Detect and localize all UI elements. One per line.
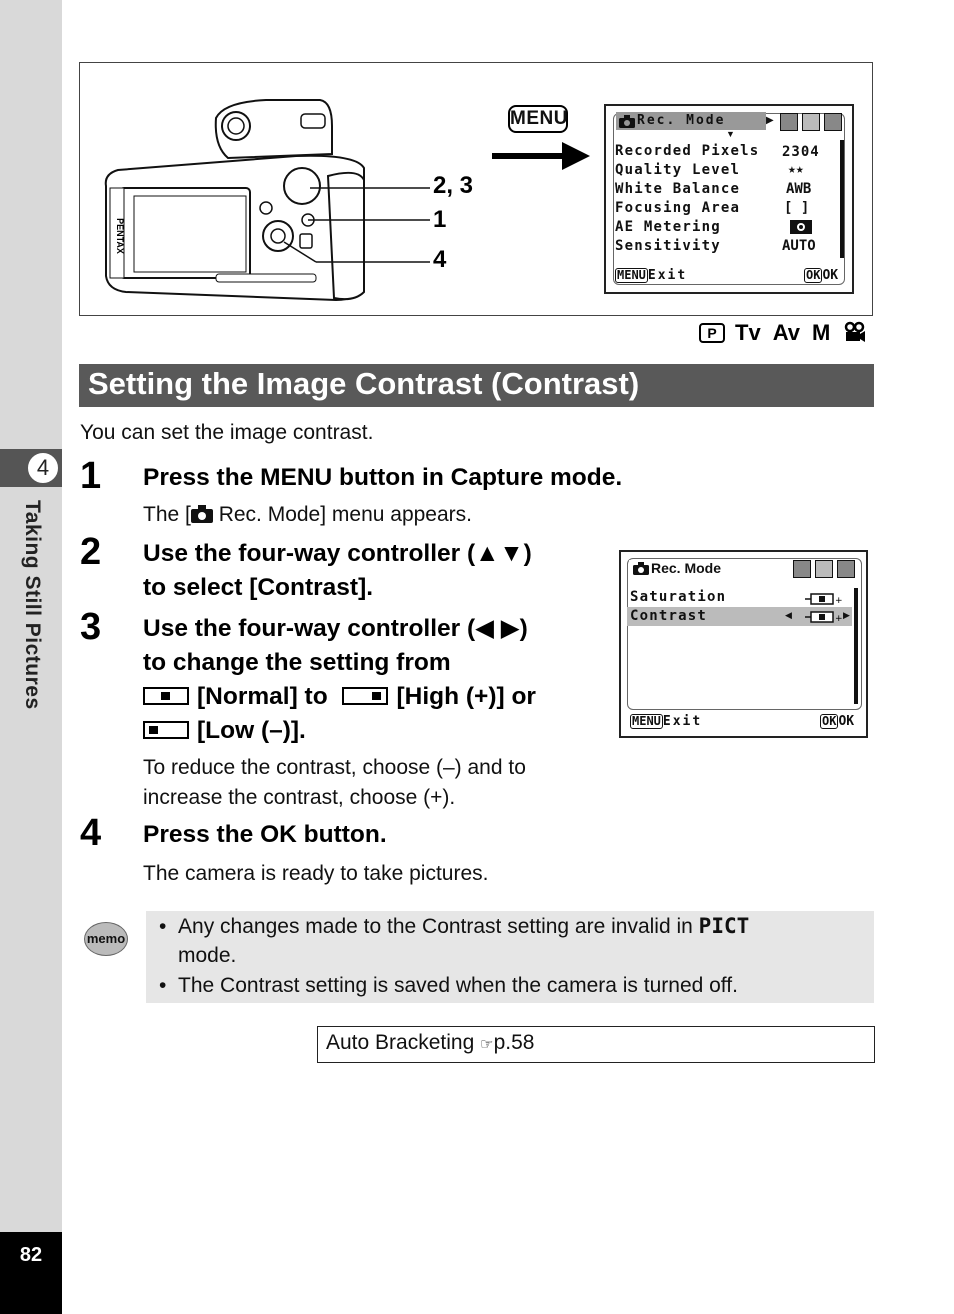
- mode-tv-icon: Tv: [735, 320, 761, 345]
- camera-icon: [191, 505, 213, 523]
- menu-row-value: 2304: [782, 144, 820, 160]
- playback-tab-icon: [815, 560, 833, 578]
- svg-text:+: +: [835, 596, 843, 606]
- menu-row-value: [ ]: [784, 200, 810, 216]
- step-2-heading-line2: to select [Contrast].: [143, 574, 374, 601]
- rec-mode-menu-screen: [604, 104, 854, 294]
- mode-p-icon: P: [699, 323, 725, 343]
- contrast-slider-icon: [805, 611, 841, 623]
- menu-row-label: AE Metering: [615, 219, 721, 235]
- pointing-hand-icon: ☞: [480, 1036, 494, 1053]
- menu-key-label: MENU: [508, 105, 568, 133]
- mode-av-icon: Av: [772, 320, 800, 345]
- step-3-high: [High (+)] or: [396, 683, 536, 710]
- menu-title: Rec. Mode: [637, 113, 726, 128]
- step-1-body: [143, 503, 472, 527]
- caret-right-icon: ▶: [843, 610, 850, 620]
- contrast-scrollbar: [854, 588, 858, 704]
- menu-row-label: Quality Level: [615, 162, 741, 178]
- step-1-body-pre: The [: [143, 503, 191, 526]
- menu-row-value: AUTO: [782, 238, 816, 254]
- contrast-footer-ok: [820, 714, 854, 729]
- applicable-modes: [699, 320, 866, 346]
- contrast-low-icon: [143, 721, 189, 739]
- movie-mode-icon: [844, 321, 866, 343]
- step-3-normal: [Normal] to: [197, 683, 328, 710]
- camera-icon: [619, 115, 635, 128]
- menu-row-value: AWB: [786, 181, 812, 197]
- reference-page: p.58: [493, 1031, 535, 1054]
- svg-text:+: +: [835, 614, 843, 624]
- step-1-number: 1: [80, 455, 102, 497]
- step-4-heading: Press the OK button.: [143, 821, 387, 848]
- step-2-number: 2: [80, 531, 102, 573]
- bullet: •: [159, 974, 179, 997]
- step-1-body-post: Rec. Mode] menu appears.: [212, 503, 472, 526]
- bullet: •: [159, 915, 179, 938]
- memo-item-1-text: Any changes made to the Contrast setting are invalid in: [178, 915, 699, 938]
- menu-row-value: ★★: [788, 162, 804, 177]
- ok-key-glyph: OK: [822, 714, 837, 728]
- contrast-screen-inner: [627, 558, 862, 710]
- chapter-number: 4: [27, 452, 59, 484]
- menu-scrollbar: [840, 140, 844, 258]
- contrast-row-label: Contrast: [630, 608, 708, 624]
- step-3-heading-line4: [143, 714, 306, 748]
- memo-item-2-text: The Contrast setting is saved when the camera is turned off.: [178, 974, 738, 997]
- ok-key-glyph: OK: [806, 268, 821, 282]
- step-1-heading: Press the MENU button in Capture mode.: [143, 464, 623, 491]
- movie-tab-icon: [793, 560, 811, 578]
- footer-exit: [615, 268, 687, 283]
- step-4-body: The camera is ready to take pictures.: [143, 862, 489, 885]
- page-number: 82: [19, 1244, 43, 1266]
- step-4-number: 4: [80, 812, 102, 854]
- contrast-high-icon: [342, 687, 388, 705]
- menu-row-label: Sensitivity: [615, 238, 721, 254]
- step-2-heading-line1: Use the four-way controller (▲▼): [143, 540, 532, 567]
- menu-row-label: Focusing Area: [615, 200, 741, 216]
- contrast-screen-title: Rec. Mode: [651, 560, 722, 576]
- setup-tab-icon: [824, 113, 842, 131]
- callout-4: 4: [433, 246, 447, 273]
- menu-key-glyph: MENU: [632, 714, 661, 728]
- memo-item-1-cont: mode.: [178, 944, 237, 967]
- caret-left-icon: ◀: [785, 610, 792, 620]
- contrast-normal-icon: [143, 687, 189, 705]
- reference-label: Auto Bracketing: [326, 1031, 475, 1054]
- menu-key-glyph: MENU: [617, 268, 646, 282]
- memo-item-2: [159, 974, 738, 998]
- camera-icon: [633, 562, 649, 575]
- step-3-heading-line3: [143, 680, 536, 714]
- step-3-body-line2: increase the contrast, choose (+).: [143, 786, 456, 809]
- section-title: Setting the Image Contrast (Contrast): [88, 366, 640, 401]
- step-3-number: 3: [80, 606, 102, 648]
- svg-text:PENTAX: PENTAX: [115, 218, 125, 254]
- caret-down-icon: ▼: [726, 129, 735, 139]
- playback-tab-icon: [802, 113, 820, 131]
- pict-mode-label: PICT: [698, 914, 750, 938]
- memo-icon: memo: [84, 922, 128, 956]
- setup-tab-icon: [837, 560, 855, 578]
- step-3-heading-line1: Use the four-way controller (◀ ▶): [143, 615, 528, 642]
- step-3-body-line1: To reduce the contrast, choose (–) and to: [143, 756, 526, 779]
- reference-link[interactable]: [326, 1031, 534, 1055]
- arrow-right-icon: [492, 142, 590, 170]
- footer-ok: [804, 268, 838, 283]
- callout-1: 1: [433, 206, 447, 233]
- contrast-row-label: Saturation: [630, 589, 727, 605]
- step-3-low: [Low (–)].: [197, 717, 306, 744]
- contrast-menu-screen: [619, 550, 868, 738]
- menu-row-label: White Balance: [615, 181, 741, 197]
- chapter-title: Taking Still Pictures: [21, 500, 44, 710]
- metering-icon: [790, 220, 812, 234]
- camera-illustration: [96, 96, 436, 306]
- caret-right-icon: ▶: [766, 115, 774, 126]
- contrast-footer-exit: [630, 714, 702, 729]
- memo-item-1: [159, 914, 749, 939]
- callout-2-3: 2, 3: [433, 172, 474, 199]
- ok-label: OK: [822, 268, 839, 283]
- movie-tab-icon: [780, 113, 798, 131]
- mode-m-icon: M: [812, 320, 831, 345]
- intro-text: You can set the image contrast.: [80, 421, 374, 444]
- saturation-slider-icon: [805, 593, 841, 605]
- menu-row-label: Recorded Pixels: [615, 143, 760, 159]
- exit-label: Exit: [662, 714, 703, 729]
- ok-label: OK: [838, 714, 855, 729]
- exit-label: Exit: [647, 268, 688, 283]
- step-3-heading-line2: to change the setting from: [143, 649, 451, 676]
